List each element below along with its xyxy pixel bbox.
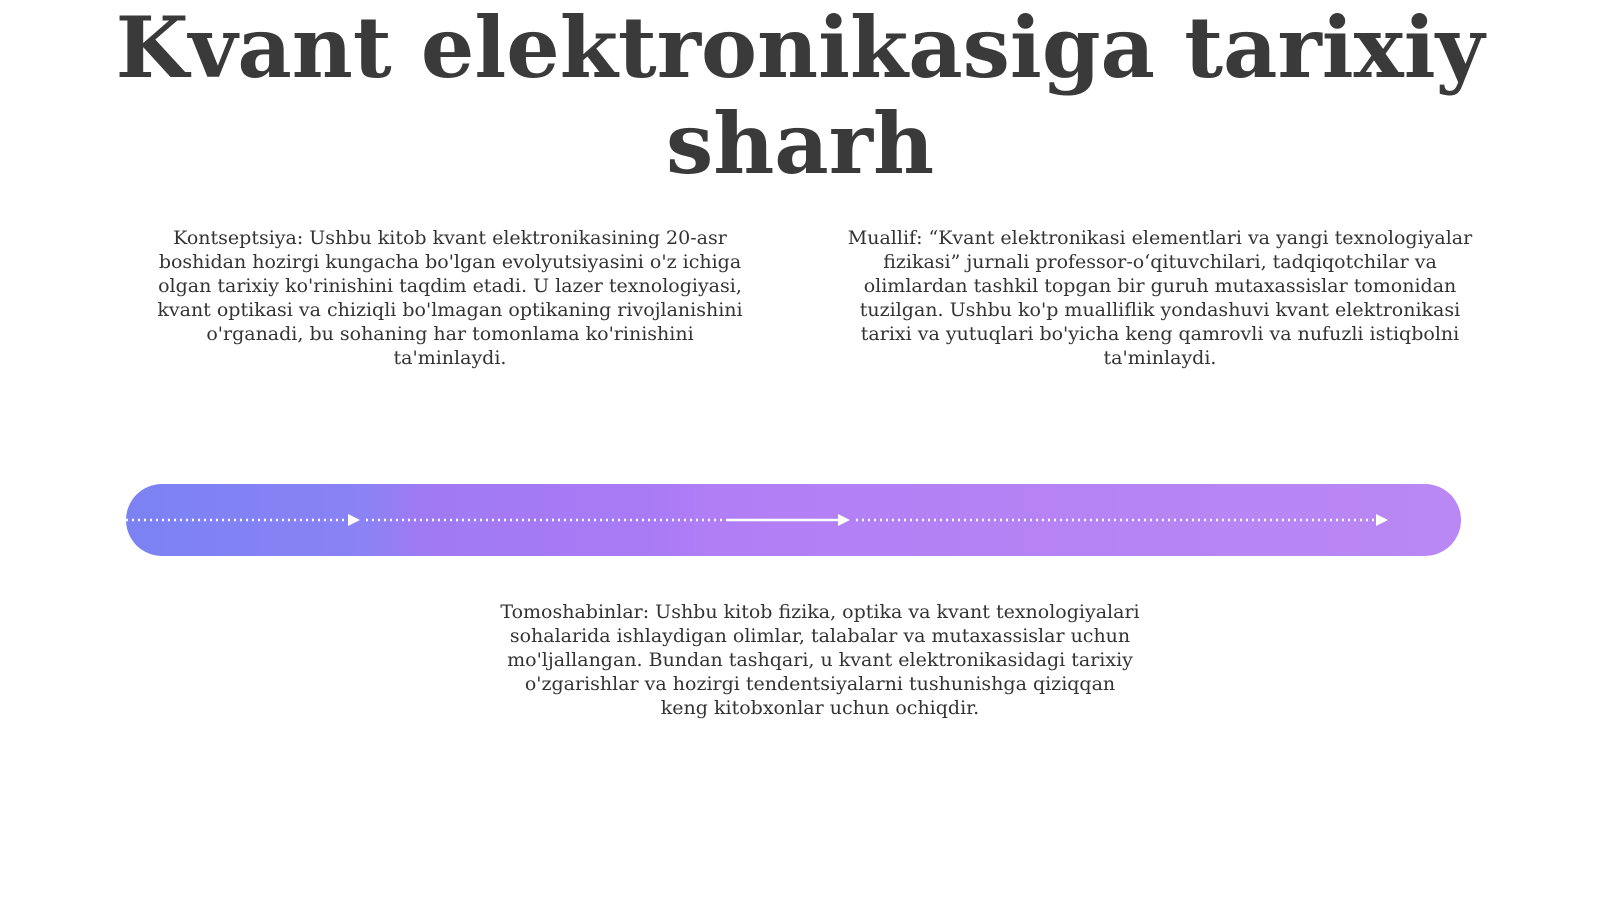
slide-title: Kvant elektronikasiga tarixiy sharh [115,0,1485,193]
arrow-right-icon [1376,514,1388,526]
concept-text: Kontseptsiya: Ushbu kitob kvant elektronikasining 20-asr boshidan hozirgi kungacha bo'lgan evolyutsiyasini o'z ichiga olgan tarixiy ko'rinishini taqdim etadi. U lazer texnologiyasi, kvant optikasi va chiziqli bo'lmagan optikaning rivojlanishini o'rganadi, bu sohaning har tomonlama ko'rinishini ta'minlaydi. [157,227,743,369]
arrow-right-icon [838,514,850,526]
audience-text: Tomoshabinlar: Ushbu kitob fizika, optika va kvant texnologiyalari sohalarida ishlaydigan olimlar, talabalar va mutaxassislar uchun mo'ljallangan. Bundan tashqari, u kvant elektronikasidagi tarixiy o'zgarishlar va hozirgi tendentsiyalarni tushunishga qiziqqan keng kitobxonlar uchun ochiqdir. [500,601,1140,719]
timeline-bar [126,484,1461,556]
timeline-arrows [126,484,1461,556]
author-text: Muallif: “Kvant elektronikasi elementlari va yangi texnologiyalar fizikasi” jurnali professor-o‘qituvchilari, tadqiqotchilar va olimlardan tashkil topgan bir guruh mutaxassislar tomonidan tuzilgan. Ushbu ko'p mualliflik yondashuvi kvant elektronikasi tarixi va yutuqlari bo'yicha keng qamrovli va nufuzli istiqbolni ta'minlaydi. [847,227,1473,369]
arrow-right-icon [348,514,360,526]
